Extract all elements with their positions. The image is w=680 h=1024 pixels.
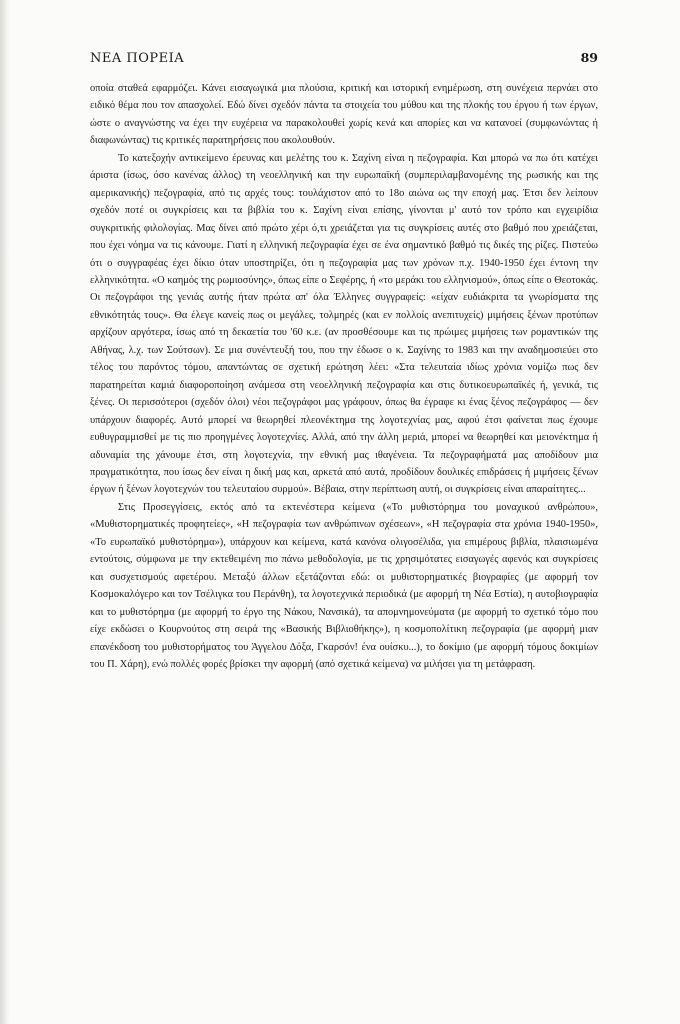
running-head [90, 50, 598, 66]
paragraph-proseggiseis: Στις Προσεγγίσεις, εκτός από τα εκτενέστερα κείμενα («Το μυθιστόρημα του μοναχικού ανθρώπου», «Μυθιστορηματικές προφητείες», «Η πεζογραφία των ανθρώπινων σχέσεων», «Η πεζογραφία στα χρόνια 1940-1950», «Το ευρωπαϊκό μυθιστόρημα»), υπάρχουν και κείμενα, κατά κανόνα ολιγοσέλιδα, για επιμέρους βιβλία, πλαισιωμένα εντούτοις, σύμφωνα με την εκτεθειμένη πιο πάνω μεθοδολογία, με τις χρησιμότατες εισαγωγές αφενός και συγκρίσεις και συσχετισμούς αφετέρου. Μεταξύ άλλων εξετάζονται εδώ: οι μυθιστορηματικές βιογραφίες (με αφορμή τον Κοσμοκαλόγερο και τον Τσέλιγκα του Περάνθη), τα λογοτεχνικά περιοδικά (με αφορμή τη Νέα Εστία), η αυτοβιογραφία και το μυθιστόρημα (με αφορμή το έργο της Νάκου, Νανσικά), τα απομνημονεύματα (με αφορμή το σχετικό τόμο που είχε εκδώσει ο Κουρνούτος στη σειρά της «Βασικής Βιβλιοθήκης»), η κοσμοπολίτικη πεζογραφία (με αφορμή μιαν επανέκδοση του μυθιστορήματος του Άγγελου Δόξα, Γκαρσόν! ένα ουίσκυ...), το δοκίμιο (με αφορμή τόμους δοκιμίων του Π. Χάρη), ενώ πολλές φορές βρίσκει την αφορμή (από σχετικά κείμενα) να μιλήσει για τη μετάφραση. [90, 501, 598, 670]
paragraph-continued: οποία σταθεά εφαρμόζει. Κάνει εισαγωγικά μια πλούσια, κριτική και ιστορική ενημέρωση, στη συνέχεια περνάει στο ειδικό θέμα που τον απασχολεί. Εδώ δίνει σχεδόν πάντα τα στοιχεία του μύθου και της πλοκής του έργου ή των έργων, ώστε ο αναγνώστης να έχει την ευχέρεια να παρακολουθεί χωρίς κενά και απορίες και να κατανοεί (συμφωνώντας ή διαφωνώντας) τις κριτικές παρατηρήσεις που ακολουθούν. [90, 83, 598, 147]
journal-title: ΝΕΑ ΠΟΡΕΙΑ [90, 51, 185, 66]
body-text [90, 80, 598, 673]
paragraph-prose-focus: Το κατεξοχήν αντικείμενο έρευνας και μελέτης του κ. Σαχίνη είναι η πεζογραφία. Και μπορώ να πω ότι κατέχει άριστα (ίσως, όσο κανένας άλλος) τη νεοελληνική και την ευρωπαϊκή (συμπεριλαμβανομένης της ρωσικής και της αμερικανικής) πεζογραφία, από τις αρχές τους: τουλάχιστον από το 18ο αιώνα ως την εποχή μας. Έτσι δεν λείπουν σχεδόν ποτέ οι συγκρίσεις και τα βιβλία του κ. Σαχίνη είναι επίσης, γίνονται μ' αυτό τον τρόπο και εγχειρίδια συγκριτικής φιλολογίας. Μας δίνει από πρώτο χέρι ό,τι χρειάζεται για τις συγκρίσεις αυτές στο βαθμό που χρειάζεται, που έχει νόημα να τις κάνουμε. Γιατί η ελληνική πεζογραφία έχει σε ένα σημαντικό βαθμό τις δικές της ρίζες. Πιστεύω ότι ο συγγραφέας έχει δίκιο όταν υποστηρίζει, ότι η πεζογραφία μας των χρόνων π.χ. 1940-1950 έχει έντονη την ελληνικότητα. «Ο καημός της ρωμιοσύνης», όπως είπε ο Σεφέρης, ή «το μεράκι του ελληνισμού», όπως είπε ο Θεοτοκάς. Οι πεζογράφοι της γενιάς αυτής ήταν πρώτα απ' όλα Έλληνες συγγραφείς: «είχαν ευδιάκριτα τα γνωρίσματα της εθνικότητάς τους». Θα έλεγε κανείς πως οι μεγάλες, τολμηρές (και εν πολλοίς ανεπιτυχείς) μιμήσεις ξένων προτύπων αρχίζουν αργότερα, ίσως από τη δεκαετία του '60 κ.ε. (αν προσθέσουμε και τις πρώιμες μιμήσεις των ρομαντικών της Αθήνας, λ.χ. των Σούτσων). Σε μια συνέντευξή του, που την έδωσε ο κ. Σαχίνης το 1983 και την αναδημοσιεύει στο τέλος του παρόντος τόμου, απαντώντας σε σχετική ερώτηση λέει: «Στα τελευταία ιδίως χρόνια νομίζω πως δεν παρατηρείται καμιά διαφοροποίηση ανάμεσα στη νεοελληνική πεζογραφία και στις δυτικοευρωπαϊκές ή, γενικά, τις ξένες. Οι περισσότεροι (σχεδόν όλοι) νέοι πεζογράφοι μας γράφουν, όπως θα έγραφε κι ένας ξένος πεζογράφος — δεν υπάρχουν διαφορές. Αυτό μπορεί να θεωρηθεί πλεονέκτημα της λογοτεχνίας μας, αφού έτσι φαίνεται πως έχουμε ευθυγραμμισθεί με τις πιο προηγμένες λογοτεχνίες. Αλλά, από την άλλη μεριά, μπορεί να θεωρηθεί και μειονέκτημα ή αδυναμία της χάνουμε έτσι, στη λογοτεχνία, την εθνική μας ιθαγένεια. Τα πεζογραφήματά μας αποδίδουν μια πραγματικότητα, που ίσως δεν είναι η δική μας και, αρκετά από αυτά, προδίδουν δουλικές επιδράσεις ή μιμήσεις ξένων έργων ή ξένων λογοτεχνών του τελευταίου συρμού». Βέβαια, στην περίπτωση αυτή, οι συγκρίσεις είναι απαραίτητες... [90, 152, 598, 496]
page-number: 89 [580, 50, 598, 65]
book-page [90, 50, 598, 673]
scan-edge-shadow [0, 0, 10, 1024]
